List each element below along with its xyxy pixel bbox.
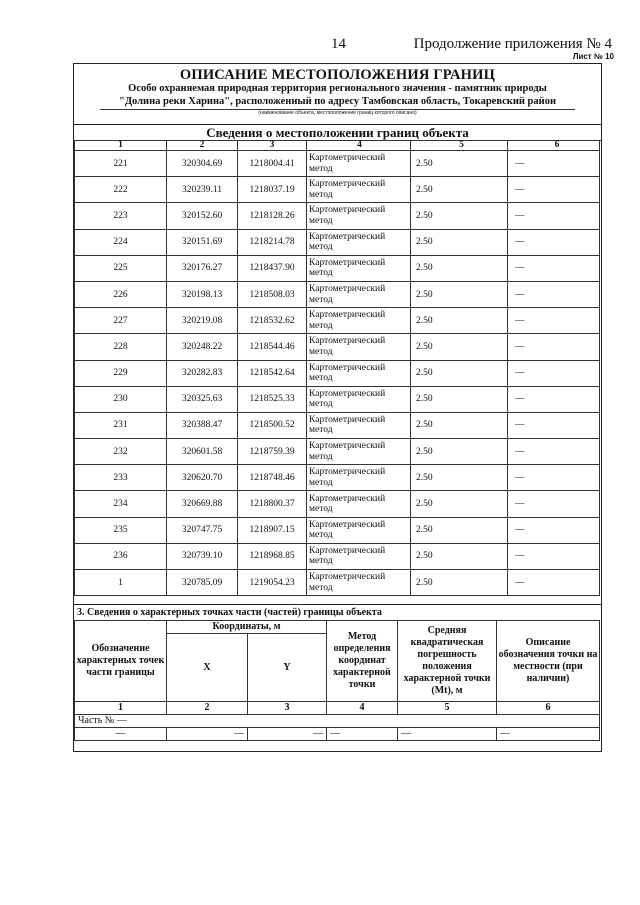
- description-cell: —: [508, 151, 600, 177]
- coord-x: 320219.08: [167, 308, 238, 334]
- accuracy-cell: 2.50: [411, 517, 508, 543]
- header-accuracy: Средняя квадратическая погрешность положения характерной точки (Mt), м: [398, 621, 497, 702]
- point-number: 1: [75, 570, 167, 596]
- point-number: 227: [75, 308, 167, 334]
- method-cell: Картометрический метод: [307, 386, 411, 412]
- coord-y: 1218004.41: [238, 151, 307, 177]
- table-row: [75, 360, 600, 386]
- accuracy-cell: 2.50: [411, 360, 508, 386]
- empty-row: [75, 728, 600, 741]
- point-number: 232: [75, 439, 167, 465]
- dash-cell: —: [327, 728, 398, 741]
- description-cell: —: [508, 203, 600, 229]
- coord-y: 1218437.90: [238, 255, 307, 281]
- coord-y: 1218508.03: [238, 281, 307, 307]
- part-label: Часть № —: [75, 715, 600, 728]
- document-frame: [73, 63, 602, 752]
- description-cell: —: [508, 491, 600, 517]
- header-description: Описание обозначения точки на местности (при наличии): [497, 621, 600, 702]
- continuation-label: Продолжение приложения № 4: [413, 36, 612, 52]
- table-row: [75, 491, 600, 517]
- col-number: 1: [75, 141, 167, 151]
- coord-y: 1219054.23: [238, 570, 307, 596]
- table-row: [75, 177, 600, 203]
- method-cell: Картометрический метод: [307, 151, 411, 177]
- table-row: [75, 412, 600, 438]
- description-cell: —: [508, 255, 600, 281]
- description-cell: —: [508, 334, 600, 360]
- coord-y: 1218800.37: [238, 491, 307, 517]
- page-number: 14: [331, 36, 346, 52]
- coord-x: 320669.88: [167, 491, 238, 517]
- accuracy-cell: 2.50: [411, 203, 508, 229]
- description-cell: —: [508, 360, 600, 386]
- coord-x: 320747.75: [167, 517, 238, 543]
- accuracy-cell: 2.50: [411, 386, 508, 412]
- table-row: [75, 281, 600, 307]
- accuracy-cell: 2.50: [411, 255, 508, 281]
- coord-x: 320198.13: [167, 281, 238, 307]
- point-number: 223: [75, 203, 167, 229]
- point-number: 222: [75, 177, 167, 203]
- col-number: 2: [167, 141, 238, 151]
- point-number: 221: [75, 151, 167, 177]
- coord-x: 320151.69: [167, 229, 238, 255]
- table-row: [75, 229, 600, 255]
- col-number: 3: [238, 141, 307, 151]
- sheet-label: Лист № 10: [572, 52, 614, 61]
- method-cell: Картометрический метод: [307, 203, 411, 229]
- col-number: 3: [248, 702, 327, 715]
- table-row: [75, 517, 600, 543]
- coord-x: 320325.63: [167, 386, 238, 412]
- coord-x: 320176.27: [167, 255, 238, 281]
- coord-y: 1218525.33: [238, 386, 307, 412]
- accuracy-cell: 2.50: [411, 570, 508, 596]
- accuracy-cell: 2.50: [411, 543, 508, 569]
- description-cell: —: [508, 570, 600, 596]
- method-cell: Картометрический метод: [307, 491, 411, 517]
- boundary-points-table: [74, 140, 600, 596]
- point-number: 230: [75, 386, 167, 412]
- method-cell: Картометрический метод: [307, 439, 411, 465]
- col-number: 1: [75, 702, 167, 715]
- method-cell: Картометрический метод: [307, 570, 411, 596]
- coord-y: 1218532.62: [238, 308, 307, 334]
- coord-x: 320239.11: [167, 177, 238, 203]
- accuracy-cell: 2.50: [411, 177, 508, 203]
- dash-cell: —: [248, 728, 327, 741]
- dash-cell: —: [398, 728, 497, 741]
- table-row: [75, 203, 600, 229]
- coord-x: 320152.60: [167, 203, 238, 229]
- section1-title: Сведения о местоположении границ объекта: [74, 124, 601, 141]
- table-row: [75, 386, 600, 412]
- table-row: [75, 570, 600, 596]
- table-row: [75, 151, 600, 177]
- point-number: 235: [75, 517, 167, 543]
- accuracy-cell: 2.50: [411, 465, 508, 491]
- accuracy-cell: 2.50: [411, 151, 508, 177]
- header-y: Y: [248, 634, 327, 702]
- method-cell: Картометрический метод: [307, 360, 411, 386]
- point-number: 229: [75, 360, 167, 386]
- table-row: [75, 308, 600, 334]
- accuracy-cell: 2.50: [411, 308, 508, 334]
- dash-cell: —: [497, 728, 600, 741]
- point-number: 236: [75, 543, 167, 569]
- description-cell: —: [508, 465, 600, 491]
- coord-x: 320785.09: [167, 570, 238, 596]
- method-cell: Картометрический метод: [307, 255, 411, 281]
- method-cell: Картометрический метод: [307, 517, 411, 543]
- col-number: 4: [327, 702, 398, 715]
- coord-y: 1218128.26: [238, 203, 307, 229]
- coord-y: 1218037.19: [238, 177, 307, 203]
- table-row: [75, 255, 600, 281]
- method-cell: Картометрический метод: [307, 229, 411, 255]
- col-number: 5: [411, 141, 508, 151]
- header-coordinates: Координаты, м: [167, 621, 327, 634]
- description-cell: —: [508, 177, 600, 203]
- accuracy-cell: 2.50: [411, 281, 508, 307]
- coord-y: 1218748.46: [238, 465, 307, 491]
- coord-x: 320304.69: [167, 151, 238, 177]
- object-line-2: "Долина реки Харина", расположенный по адресу Тамбовская область, Токаревский район: [118, 96, 556, 107]
- point-number: 228: [75, 334, 167, 360]
- coord-y: 1218214.78: [238, 229, 307, 255]
- method-cell: Картометрический метод: [307, 543, 411, 569]
- method-cell: Картометрический метод: [307, 281, 411, 307]
- header-designation: Обозначение характерных точек части границы: [75, 621, 167, 702]
- table-row: [75, 439, 600, 465]
- method-cell: Картометрический метод: [307, 412, 411, 438]
- coord-x: 320620.70: [167, 465, 238, 491]
- dash-cell: —: [167, 728, 248, 741]
- description-cell: —: [508, 439, 600, 465]
- point-number: 226: [75, 281, 167, 307]
- col-number: 6: [508, 141, 600, 151]
- col-number: 4: [307, 141, 411, 151]
- table-row: [75, 465, 600, 491]
- document-title: ОПИСАНИЕ МЕСТОПОЛОЖЕНИЯ ГРАНИЦ: [179, 67, 496, 83]
- coord-x: 320388.47: [167, 412, 238, 438]
- column-number-row: [75, 702, 600, 715]
- accuracy-cell: 2.50: [411, 229, 508, 255]
- point-number: 233: [75, 465, 167, 491]
- coord-y: 1218968.85: [238, 543, 307, 569]
- accuracy-cell: 2.50: [411, 439, 508, 465]
- table-row: [75, 334, 600, 360]
- header-x: X: [167, 634, 248, 702]
- point-number: 224: [75, 229, 167, 255]
- method-cell: Картометрический метод: [307, 334, 411, 360]
- section3-title: 3. Сведения о характерных точках части (частей) границы объекта: [74, 604, 601, 620]
- column-number-row: [75, 141, 600, 151]
- coord-y: 1218500.52: [238, 412, 307, 438]
- header-note: (наименование объекта, местоположение границ которого описано): [258, 110, 417, 116]
- coord-x: 320601.58: [167, 439, 238, 465]
- object-line-1: Особо охраняемая природная территория регионального значения - памятник природы: [128, 83, 547, 94]
- method-cell: Картометрический метод: [307, 308, 411, 334]
- description-cell: —: [508, 308, 600, 334]
- accuracy-cell: 2.50: [411, 491, 508, 517]
- accuracy-cell: 2.50: [411, 334, 508, 360]
- accuracy-cell: 2.50: [411, 412, 508, 438]
- description-cell: —: [508, 229, 600, 255]
- description-cell: —: [508, 386, 600, 412]
- description-cell: —: [508, 543, 600, 569]
- part-points-table: [74, 620, 600, 741]
- coord-y: 1218907.15: [238, 517, 307, 543]
- part-label-row: [75, 715, 600, 728]
- header-method: Метод определения координат характерной точки: [327, 621, 398, 702]
- coord-y: 1218544.46: [238, 334, 307, 360]
- coord-x: 320282.83: [167, 360, 238, 386]
- table-row: [75, 543, 600, 569]
- col-number: 2: [167, 702, 248, 715]
- method-cell: Картометрический метод: [307, 465, 411, 491]
- method-cell: Картометрический метод: [307, 177, 411, 203]
- description-cell: —: [508, 517, 600, 543]
- point-number: 234: [75, 491, 167, 517]
- description-cell: —: [508, 412, 600, 438]
- point-number: 231: [75, 412, 167, 438]
- point-number: 225: [75, 255, 167, 281]
- dash-cell: —: [75, 728, 167, 741]
- coord-x: 320248.22: [167, 334, 238, 360]
- col-number: 5: [398, 702, 497, 715]
- coord-x: 320739.10: [167, 543, 238, 569]
- coord-y: 1218542.64: [238, 360, 307, 386]
- coord-y: 1218759.39: [238, 439, 307, 465]
- description-cell: —: [508, 281, 600, 307]
- col-number: 6: [497, 702, 600, 715]
